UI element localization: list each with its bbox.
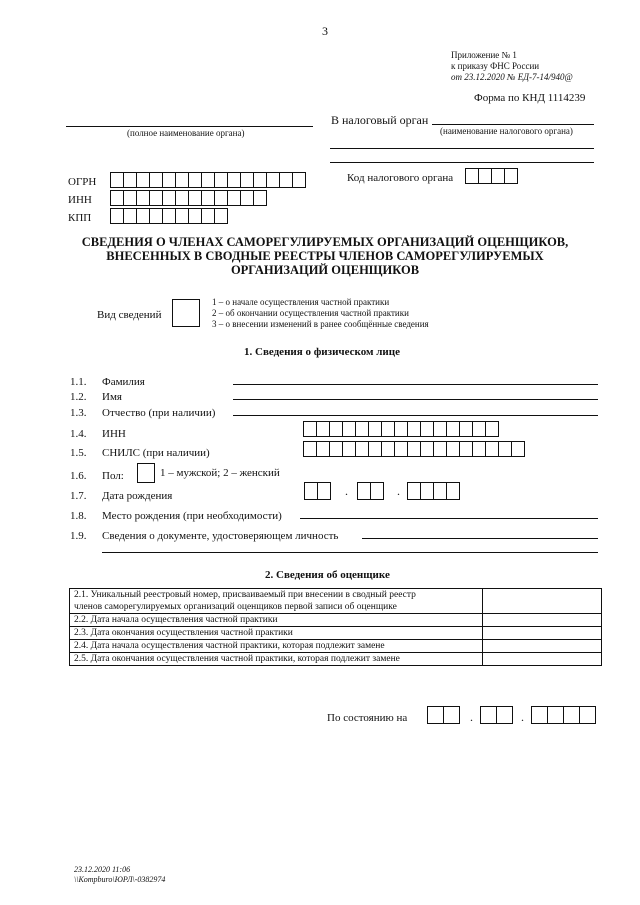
tax-authority-label: В налоговый орган bbox=[331, 113, 429, 127]
table-cell-label: 2.3. Дата окончания осуществления частной практики bbox=[70, 627, 483, 640]
tax-code-boxes[interactable] bbox=[465, 168, 517, 184]
row-num: 1.4. bbox=[70, 428, 87, 440]
footer-path: \\Kompburo\ЮРЛ\-0382974 bbox=[74, 875, 166, 884]
inn-boxes[interactable] bbox=[110, 190, 266, 206]
form-code: Форма по КНД 1114239 bbox=[474, 92, 586, 104]
sex-hint: 1 – мужской; 2 – женский bbox=[160, 467, 280, 479]
footer-timestamp: 23.12.2020 11:06 bbox=[74, 865, 131, 874]
patronymic-field[interactable] bbox=[233, 415, 598, 416]
assessor-table bbox=[69, 588, 602, 666]
row-text: членов саморегулируемых организаций оценщиков первой записи об оценщике bbox=[74, 602, 397, 612]
row-label-inn: ИНН bbox=[102, 428, 126, 440]
footer-block bbox=[74, 865, 165, 885]
info-type-opt-3: 3 – о внесении изменений в ранее сообщённые сведения bbox=[212, 319, 429, 329]
as-of-label: По состоянию на bbox=[327, 712, 408, 724]
kpp-boxes[interactable] bbox=[110, 208, 227, 224]
date-separator: . bbox=[521, 710, 524, 724]
row-label-patronymic: Отчество (при наличии) bbox=[102, 407, 216, 419]
kpp-label: КПП bbox=[68, 212, 92, 224]
info-type-box[interactable] bbox=[172, 299, 200, 327]
name-field[interactable] bbox=[233, 399, 598, 400]
table-row bbox=[70, 640, 602, 653]
date-separator: . bbox=[470, 710, 473, 724]
table-row bbox=[70, 653, 602, 666]
appendix-line-1: Приложение № 1 bbox=[451, 50, 517, 60]
table-cell-label: 2.4. Дата начала осуществления частной практики, которая подлежит замене bbox=[70, 640, 483, 653]
surname-field[interactable] bbox=[233, 384, 598, 385]
row-label-birthplace: Место рождения (при необходимости) bbox=[102, 510, 282, 522]
row-label-snils: СНИЛС (при наличии) bbox=[102, 447, 210, 459]
page-number: 3 bbox=[322, 24, 328, 38]
id-document-field-2[interactable] bbox=[102, 552, 598, 553]
document-title bbox=[60, 235, 590, 277]
inn-label: ИНН bbox=[68, 194, 92, 206]
organ-caption: (полное наименование органа) bbox=[127, 128, 245, 138]
title-line-1: СВЕДЕНИЯ О ЧЛЕНАХ САМОРЕГУЛИРУЕМЫХ ОРГАНИЗАЦИЙ ОЦЕНЩИКОВ, bbox=[81, 235, 569, 249]
table-cell-label: 2.5. Дата окончания осуществления частной практики, которая подлежит замене bbox=[70, 653, 483, 666]
as-of-year-boxes[interactable] bbox=[531, 706, 595, 724]
tax-code-label: Код налогового органа bbox=[347, 172, 454, 184]
birth-year-boxes[interactable] bbox=[407, 482, 459, 500]
organ-name-line bbox=[66, 126, 313, 127]
birth-month-boxes[interactable] bbox=[357, 482, 383, 500]
ogrn-label: ОГРН bbox=[68, 176, 97, 188]
row-text: 2.1. Уникальный реестровый номер, присваиваемый при внесении в сводный реестр bbox=[74, 590, 416, 600]
title-line-3: ОРГАНИЗАЦИЙ ОЦЕНЩИКОВ bbox=[230, 263, 420, 277]
row-num: 1.6. bbox=[70, 470, 87, 482]
row-label-birthdate: Дата рождения bbox=[102, 490, 173, 502]
id-document-field[interactable] bbox=[362, 538, 598, 539]
date-separator: . bbox=[345, 484, 348, 498]
person-inn-boxes[interactable] bbox=[303, 421, 498, 437]
row-num: 1.9. bbox=[70, 530, 87, 542]
table-row bbox=[70, 589, 602, 614]
row-num: 1.5. bbox=[70, 447, 87, 459]
title-line-2: ВНЕСЕННЫХ В СВОДНЫЕ РЕЕСТРЫ ЧЛЕНОВ САМОРЕГУЛИРУЕМЫХ bbox=[106, 249, 544, 263]
row-num: 1.7. bbox=[70, 490, 87, 502]
table-cell-value[interactable] bbox=[483, 640, 602, 653]
tax-organ-caption: (наименование налогового органа) bbox=[440, 126, 573, 136]
tax-organ-line-1 bbox=[432, 124, 594, 125]
row-label-id-document: Сведения о документе, удостоверяющем личность bbox=[102, 530, 339, 542]
appendix-line-3: от 23.12.2020 № ЕД-7-14/940@ bbox=[451, 72, 573, 82]
table-cell-label: 2.2. Дата начала осуществления частной практики bbox=[70, 614, 483, 627]
row-num: 1.2. bbox=[70, 391, 87, 403]
birthplace-field[interactable] bbox=[300, 518, 598, 519]
row-label-surname: Фамилия bbox=[102, 376, 145, 388]
ogrn-boxes[interactable] bbox=[110, 172, 305, 188]
table-cell-value[interactable] bbox=[483, 653, 602, 666]
info-type-label: Вид сведений bbox=[97, 309, 162, 321]
tax-organ-line-2 bbox=[330, 148, 594, 149]
table-row bbox=[70, 627, 602, 640]
date-separator: . bbox=[397, 484, 400, 498]
row-label-sex: Пол: bbox=[102, 470, 124, 482]
section2-title: 2. Сведения об оценщике bbox=[265, 569, 390, 581]
as-of-month-boxes[interactable] bbox=[480, 706, 512, 724]
table-cell-value[interactable] bbox=[483, 589, 602, 614]
info-type-opt-2: 2 – об окончании осуществления частной практики bbox=[212, 308, 409, 318]
info-type-opt-1: 1 – о начале осуществления частной практики bbox=[212, 297, 390, 307]
section1-title: 1. Сведения о физическом лице bbox=[244, 346, 400, 358]
table-row bbox=[70, 614, 602, 627]
as-of-day-boxes[interactable] bbox=[427, 706, 459, 724]
table-cell-value[interactable] bbox=[483, 614, 602, 627]
snils-boxes[interactable] bbox=[303, 441, 524, 457]
row-num: 1.8. bbox=[70, 510, 87, 522]
birth-day-boxes[interactable] bbox=[304, 482, 330, 500]
appendix-line-2: к приказу ФНС России bbox=[451, 61, 540, 71]
row-num: 1.3. bbox=[70, 407, 87, 419]
table-cell-value[interactable] bbox=[483, 627, 602, 640]
info-type-options bbox=[212, 297, 429, 330]
appendix-block bbox=[451, 50, 573, 83]
row-num: 1.1. bbox=[70, 376, 87, 388]
tax-organ-line-3 bbox=[330, 162, 594, 163]
row-label-name: Имя bbox=[102, 391, 122, 403]
table-cell-label bbox=[70, 589, 483, 614]
sex-box[interactable] bbox=[137, 463, 155, 483]
